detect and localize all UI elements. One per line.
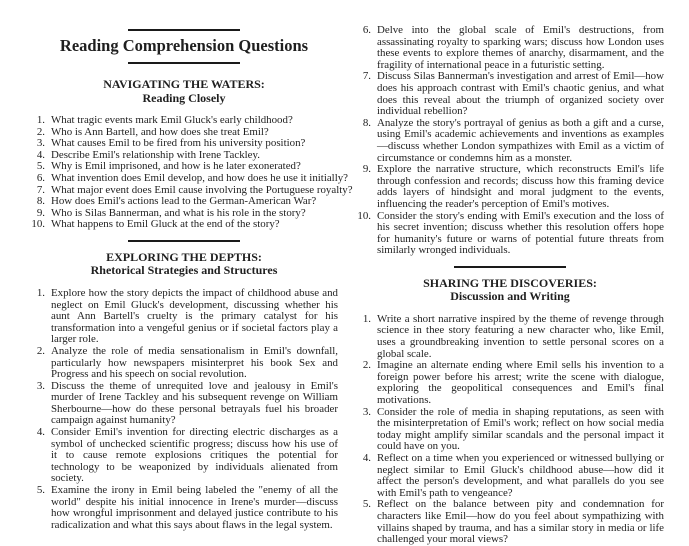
question-list-discussion: [356, 314, 664, 546]
section-heading-discussion-line2: Discussion and Writing: [450, 289, 570, 304]
item-number: 2.: [36, 344, 45, 357]
list-item: [356, 211, 664, 257]
item-text: Consider Emil's invention for directing electric discharges as a symbol of unchecked scientific progress; discuss how his use of it to cause remote explosions critiques the potential for technology to be weaponized by individuals alienated from society.: [51, 426, 338, 485]
item-number: 3.: [36, 379, 45, 392]
list-item: [30, 115, 338, 127]
list-item: [30, 171, 349, 185]
right-column: [356, 24, 664, 546]
item-number: 9.: [362, 163, 371, 176]
item-number: 2.: [362, 359, 371, 372]
item-text: Discuss Silas Bannerman's investigation and arrest of Emil—how does his approach contrast with Emil's chaotic genius, and what does this reveal about the triumph of organized society over individual rebellion?: [377, 70, 664, 118]
list-item: [356, 164, 664, 210]
item-text: What happens to Emil Gluck at the end of the story?: [51, 218, 280, 231]
list-item: [356, 360, 664, 406]
item-number: 9.: [36, 206, 45, 219]
item-text: What tragic events mark Emil Gluck's early childhood?: [51, 114, 293, 126]
item-number: 3.: [362, 405, 371, 418]
question-list-rhetorical-part2: [356, 25, 664, 257]
section-heading-discussion-line1: SHARING THE DISCOVERIES:: [423, 275, 597, 290]
list-item: [30, 219, 338, 231]
document-title: Reading Comprehension Questions: [59, 36, 309, 55]
item-number: 10.: [31, 218, 45, 231]
item-text: Explore the narrative structure, which reconstructs Emil's life through confession and records; discuss how this framing device adds layers of hindsight and moral judgment to the events, influencing the reader's perception of Emil's motives.: [377, 163, 664, 210]
section-heading-reading-closely: [30, 78, 338, 105]
list-item: [30, 346, 338, 381]
item-text: Explore how the story depicts the impact of childhood abuse and neglect on Emil Gluck's development, discussing whether his aunt Ann Bartell's cruelty is the primary catalyst for his transformation into a vengeful genius or if societal factors play a larger role.: [51, 286, 338, 346]
item-text: Examine the irony in Emil being labeled the "enemy of all the world" despite his initial innocence in Irene's murder—discuss how wrongful imprisonment and delayed justice contribute to his radicalization and what this says about flaws in the legal system.: [51, 484, 338, 531]
list-item: [30, 427, 338, 485]
item-text: How does Emil's actions lead to the German-American War?: [51, 195, 317, 208]
section-heading-rhetorical: [30, 251, 338, 278]
section-divider-discussion: [454, 266, 566, 268]
item-text: What invention does Emil develop, and how does he use it initially?: [51, 171, 349, 184]
item-text: Delve into the global scale of Emil's destructions, from assassinating royalty to sparking wars; discuss how London uses these events to explore themes of anarchy, disarmament, and the fragility of international peace in a futuristic setting.: [377, 24, 664, 71]
item-text: Reflect on a time when you experienced or witnessed bullying or neglect similar to Emil Gluck's childhood abuse—how did it affect the person's development, and what parallels do you see with Emil's path to vengeance?: [377, 452, 664, 499]
list-item: [356, 25, 664, 71]
title-bottom-divider: [128, 62, 240, 64]
item-number: 1.: [36, 114, 45, 126]
item-text: Why is Emil imprisoned, and how is he later exonerated?: [51, 160, 301, 173]
section-heading-rhetorical-line1: EXPLORING THE DEPTHS:: [106, 249, 262, 264]
question-list-rhetorical-part1: [30, 288, 338, 531]
item-number: 1.: [362, 312, 371, 325]
list-item: [356, 314, 664, 360]
item-number: 5.: [36, 484, 45, 497]
list-item: [356, 453, 664, 499]
item-text: Write a short narrative inspired by the theme of revenge through science in thee story featuring a new character who, like Emil, uses a groundbreaking invention to settle personal scores on a global scale.: [377, 312, 664, 360]
list-item: [356, 71, 664, 117]
item-number: 5.: [362, 498, 371, 511]
title-top-divider: [128, 29, 240, 31]
section-heading-reading-line2: Reading Closely: [142, 90, 226, 105]
item-text: What major event does Emil cause involving the Portuguese royalty?: [51, 183, 353, 196]
item-number: 7.: [36, 183, 45, 196]
list-item: [356, 499, 664, 545]
question-list-reading-closely: [30, 114, 353, 231]
item-text: Reflect on the balance between pity and condemnation for characters like Emil—how do you feel about sympathizing with villains shaped by trauma, and has a similar story in media or life challenged your moral views?: [377, 498, 664, 546]
left-column: [30, 24, 353, 531]
item-number: 8.: [362, 116, 371, 129]
list-item: [30, 381, 338, 427]
list-item: [30, 196, 338, 208]
item-number: 4.: [362, 452, 371, 464]
section-heading-reading-line1: NAVIGATING THE WATERS:: [103, 77, 265, 91]
item-text: Consider the role of media in shaping reputations, as seen with the misinterpretation of Emil's work; reflect on how social media today might amplify similar scandals and the personal impact it could have on you.: [377, 405, 664, 453]
item-number: 4.: [36, 148, 45, 161]
item-number: 7.: [362, 70, 371, 83]
item-text: Who is Ann Bartell, and how does she treat Emil?: [51, 125, 269, 138]
item-number: 6.: [36, 171, 45, 184]
item-text: What causes Emil to be fired from his university position?: [51, 137, 306, 150]
list-item: [30, 288, 338, 346]
item-number: 8.: [36, 195, 45, 208]
item-number: 10.: [357, 209, 371, 222]
list-item: [356, 407, 664, 453]
title-block: [30, 29, 338, 64]
item-text: Discuss the theme of unrequited love and jealousy in Emil's murder of Irene Tackley and his subsequent revenge on William Sherbourne—how do these personal betrayals fuel his broader campaign against humanity?: [51, 379, 338, 427]
item-text: Who is Silas Bannerman, and what is his role in the story?: [51, 206, 306, 219]
section-divider-rhetorical: [128, 240, 240, 242]
item-number: 5.: [36, 160, 45, 173]
item-number: 3.: [36, 137, 45, 150]
item-number: 2.: [36, 125, 45, 138]
item-text: Imagine an alternate ending where Emil sells his invention to a foreign power before his arrest; write the scene with dialogue, exploring the geopolitical consequences and Emil's final motivations.: [377, 359, 664, 407]
section-heading-discussion: [356, 277, 664, 304]
item-number: 1.: [36, 286, 45, 299]
list-item: [356, 118, 664, 164]
item-number: 6.: [362, 24, 371, 36]
item-text: Analyze the story's portrayal of genius as both a gift and a curse, using Emil's academic achievements and inventions as examples—discuss whether London sympathizes with Emil as a victim of circumstance or condemns him as a monster.: [377, 116, 664, 164]
section-heading-rhetorical-line2: Rhetorical Strategies and Structures: [90, 263, 278, 278]
item-text: Consider the story's ending with Emil's execution and the loss of his secret invention; discuss whether this resolution offers hope for humanity's future or warns of potential future threats from similarly wronged individuals.: [377, 209, 664, 257]
item-text: Describe Emil's relationship with Irene Tackley.: [51, 148, 260, 161]
item-number: 4.: [36, 426, 45, 439]
list-item: [30, 485, 338, 531]
item-text: Analyze the role of media sensationalism in Emil's downfall, particularly how newspapers misinterpret his book Sex and Progress and his speech on social revolution.: [51, 344, 338, 381]
